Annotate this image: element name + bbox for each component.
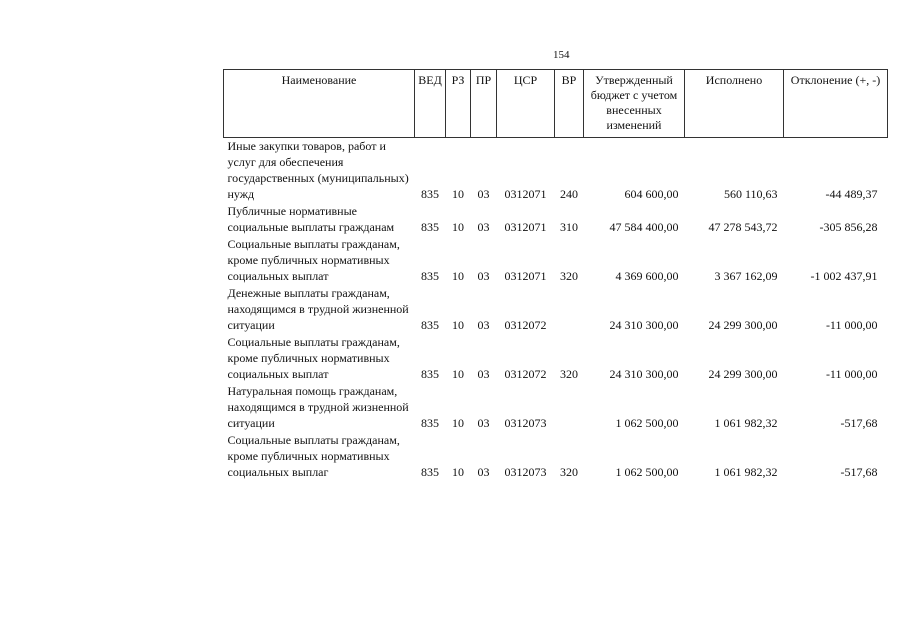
row-name: Социальные выплаты гражданам, кроме публичных нормативных социальных выплаг bbox=[227, 433, 400, 479]
header-vr: ВР bbox=[555, 70, 584, 138]
row-rz: 10 bbox=[452, 318, 464, 332]
row-ved: 835 bbox=[421, 187, 439, 201]
header-approved: Утвержденный бюджет с учетом внесенных изменений bbox=[584, 70, 685, 138]
row-vr: 320 bbox=[560, 367, 578, 381]
row-approved: 1 062 500,00 bbox=[615, 465, 679, 479]
table-row bbox=[224, 138, 888, 204]
row-csr: 0312072 bbox=[504, 367, 547, 381]
row-approved: 24 310 300,00 bbox=[609, 318, 679, 332]
table-row bbox=[224, 432, 888, 481]
row-csr: 0312073 bbox=[504, 416, 547, 430]
row-vr: 310 bbox=[560, 220, 578, 234]
header-deviation: Отклонение (+, -) bbox=[784, 70, 888, 138]
row-executed: 560 110,63 bbox=[723, 187, 778, 201]
row-approved: 4 369 600,00 bbox=[615, 269, 679, 283]
row-approved: 24 310 300,00 bbox=[609, 367, 679, 381]
row-ved: 835 bbox=[421, 465, 439, 479]
row-name: Иные закупки товаров, работ и услуг для обеспечения государственных (муниципальных) нужд bbox=[227, 139, 409, 201]
row-rz: 10 bbox=[452, 187, 464, 201]
header-executed: Исполнено bbox=[685, 70, 784, 138]
row-csr: 0312072 bbox=[504, 318, 547, 332]
row-rz: 10 bbox=[452, 220, 464, 234]
row-vr: 240 bbox=[560, 187, 578, 201]
row-vr: 320 bbox=[560, 269, 578, 283]
row-name: Публичные нормативные социальные выплаты гражданам bbox=[227, 204, 395, 234]
table-row bbox=[224, 383, 888, 432]
table-row bbox=[224, 236, 888, 285]
row-csr: 0312071 bbox=[504, 220, 547, 234]
table-body bbox=[224, 138, 888, 482]
table-row bbox=[224, 203, 888, 236]
row-vr bbox=[555, 383, 584, 432]
row-csr: 0312073 bbox=[504, 465, 547, 479]
row-pr: 03 bbox=[477, 220, 490, 234]
row-deviation: -517,68 bbox=[840, 465, 878, 479]
row-vr: 320 bbox=[560, 465, 578, 479]
header-csr: ЦСР bbox=[497, 70, 555, 138]
row-deviation: -305 856,28 bbox=[819, 220, 878, 234]
row-approved: 47 584 400,00 bbox=[609, 220, 679, 234]
budget-execution-table bbox=[223, 69, 888, 481]
table-row bbox=[224, 285, 888, 334]
row-ved: 835 bbox=[421, 318, 439, 332]
row-executed: 1 061 982,32 bbox=[714, 416, 778, 430]
page-number: 154 bbox=[553, 49, 570, 61]
row-vr bbox=[555, 285, 584, 334]
row-pr: 03 bbox=[477, 367, 490, 381]
row-deviation: -11 000,00 bbox=[825, 318, 878, 332]
row-pr: 03 bbox=[477, 269, 490, 283]
header-rz: РЗ bbox=[446, 70, 471, 138]
row-deviation: -44 489,37 bbox=[825, 187, 878, 201]
row-approved: 604 600,00 bbox=[624, 187, 679, 201]
row-executed: 1 061 982,32 bbox=[714, 465, 778, 479]
row-name: Социальные выплаты гражданам, кроме публичных нормативных социальных выплат bbox=[227, 335, 400, 381]
header-name: Наименование bbox=[224, 70, 415, 138]
row-pr: 03 bbox=[477, 416, 490, 430]
row-executed: 3 367 162,09 bbox=[714, 269, 778, 283]
row-approved: 1 062 500,00 bbox=[615, 416, 679, 430]
row-ved: 835 bbox=[421, 220, 439, 234]
row-deviation: -1 002 437,91 bbox=[810, 269, 878, 283]
row-csr: 0312071 bbox=[504, 269, 547, 283]
row-name: Социальные выплаты гражданам, кроме публичных нормативных социальных выплат bbox=[227, 237, 400, 283]
header-pr: ПР bbox=[471, 70, 497, 138]
row-name: Денежные выплаты гражданам, находящимся в трудной жизненной ситуации bbox=[227, 286, 409, 332]
row-pr: 03 bbox=[477, 465, 490, 479]
row-rz: 10 bbox=[452, 269, 464, 283]
row-rz: 10 bbox=[452, 465, 464, 479]
row-ved: 835 bbox=[421, 269, 439, 283]
row-csr: 0312071 bbox=[504, 187, 547, 201]
row-rz: 10 bbox=[452, 416, 464, 430]
table-row bbox=[224, 334, 888, 383]
row-pr: 03 bbox=[477, 187, 490, 201]
row-executed: 24 299 300,00 bbox=[708, 367, 778, 381]
row-ved: 835 bbox=[421, 367, 439, 381]
row-executed: 47 278 543,72 bbox=[708, 220, 778, 234]
row-executed: 24 299 300,00 bbox=[708, 318, 778, 332]
row-deviation: -11 000,00 bbox=[825, 367, 878, 381]
row-pr: 03 bbox=[477, 318, 490, 332]
row-rz: 10 bbox=[452, 367, 464, 381]
header-ved: ВЕД bbox=[415, 70, 446, 138]
table-header bbox=[224, 70, 888, 138]
row-ved: 835 bbox=[421, 416, 439, 430]
row-deviation: -517,68 bbox=[840, 416, 878, 430]
row-name: Натуральная помощь гражданам, находящимся в трудной жизненной ситуации bbox=[227, 384, 409, 430]
